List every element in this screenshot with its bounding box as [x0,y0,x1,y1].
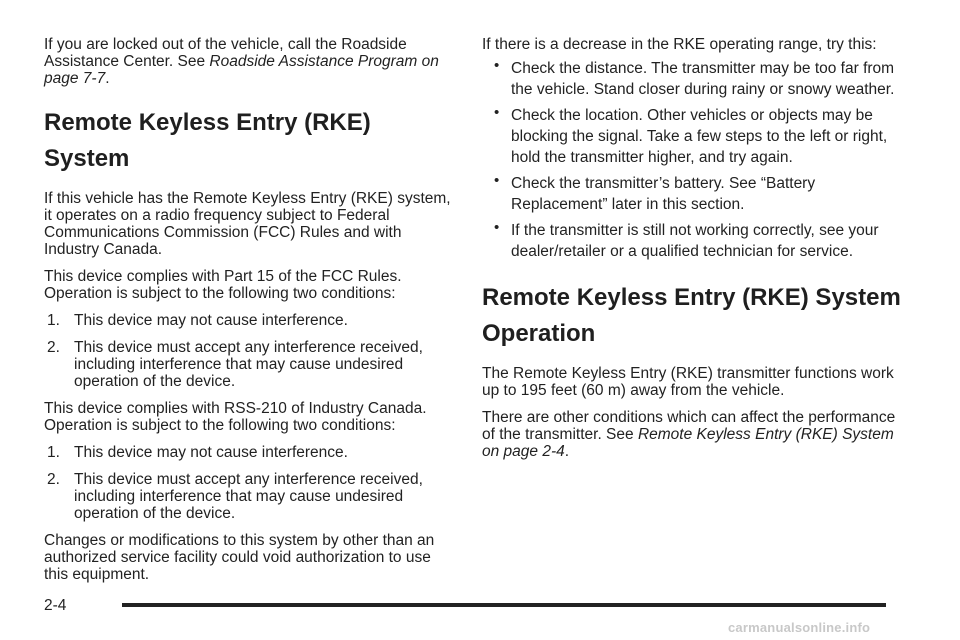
range-decrease-paragraph: If there is a decrease in the RKE operating range, try this: [482,36,877,53]
fcc-conditions-list [44,312,454,390]
list-item: • Check the location. Other vehicles or objects may be blocking the signal. Take a few steps to the left or right, hold the transmitter higher, and try again. [494,104,888,166]
list-item: • Check the distance. The transmitter may be too far from the vehicle. Stand closer during rainy or snowy weather. [494,57,895,98]
rss210-paragraph: This device complies with RSS-210 of Industry Canada. Operation is subject to the following two conditions: [44,400,427,434]
bullet-icon: • [494,172,500,189]
rke-system-heading: Remote Keyless Entry (RKE) System [44,109,371,172]
modifications-paragraph: Changes or modifications to this system by other than an authorized service facility could void authorization to use this equipment. [44,532,435,583]
watermark: carmanualsonline.info [728,620,871,635]
rke-system-reference[interactable]: Remote Keyless Entry (RKE) System on page 2-4 [482,426,894,460]
troubleshooting-list [482,58,902,262]
other-conditions-paragraph: There are other conditions which can affect the performance of the transmitter. See Remote Keyless Entry (RKE) System on page 2-4. [482,409,896,460]
footer-divider [122,603,886,607]
list-item: • Check the transmitter’s battery. See “Battery Replacement” later in this section. [494,172,816,213]
list-item: 1. This device may not cause interference. [47,312,348,329]
list-item: • If the transmitter is still not working correctly, see your dealer/retailer or a qualified technician for service. [494,219,879,260]
bullet-icon: • [494,219,500,236]
roadside-assistance-reference[interactable]: Roadside Assistance Program on page 7-7 [44,53,439,87]
list-item: 2. This device must accept any interference received, including interference that may cause undesired operation of the device. [47,471,423,522]
transmitter-range-paragraph: The Remote Keyless Entry (RKE) transmitter functions work up to 195 feet (60 m) away from the vehicle. [482,365,894,399]
fcc-part15-paragraph: This device complies with Part 15 of the FCC Rules. Operation is subject to the following two conditions: [44,268,402,302]
rke-operation-heading: Remote Keyless Entry (RKE) System Operation [482,284,901,347]
industry-canada-conditions-list [44,444,454,522]
rke-fcc-paragraph: If this vehicle has the Remote Keyless Entry (RKE) system, it operates on a radio frequency subject to Federal Communications Commission (FCC) Rules and with Industry Canada. [44,190,451,258]
bullet-icon: • [494,104,500,121]
left-column [44,36,454,583]
right-column [482,36,902,460]
locked-out-paragraph: If you are locked out of the vehicle, call the Roadside Assistance Center. See Roadside Assistance Program on page 7-7. [44,36,439,87]
list-item: 1. This device may not cause interference. [47,444,348,461]
list-item: 2. This device must accept any interference received, including interference that may cause undesired operation of the device. [47,339,423,390]
bullet-icon: • [494,57,500,74]
page-number: 2-4 [44,597,67,614]
